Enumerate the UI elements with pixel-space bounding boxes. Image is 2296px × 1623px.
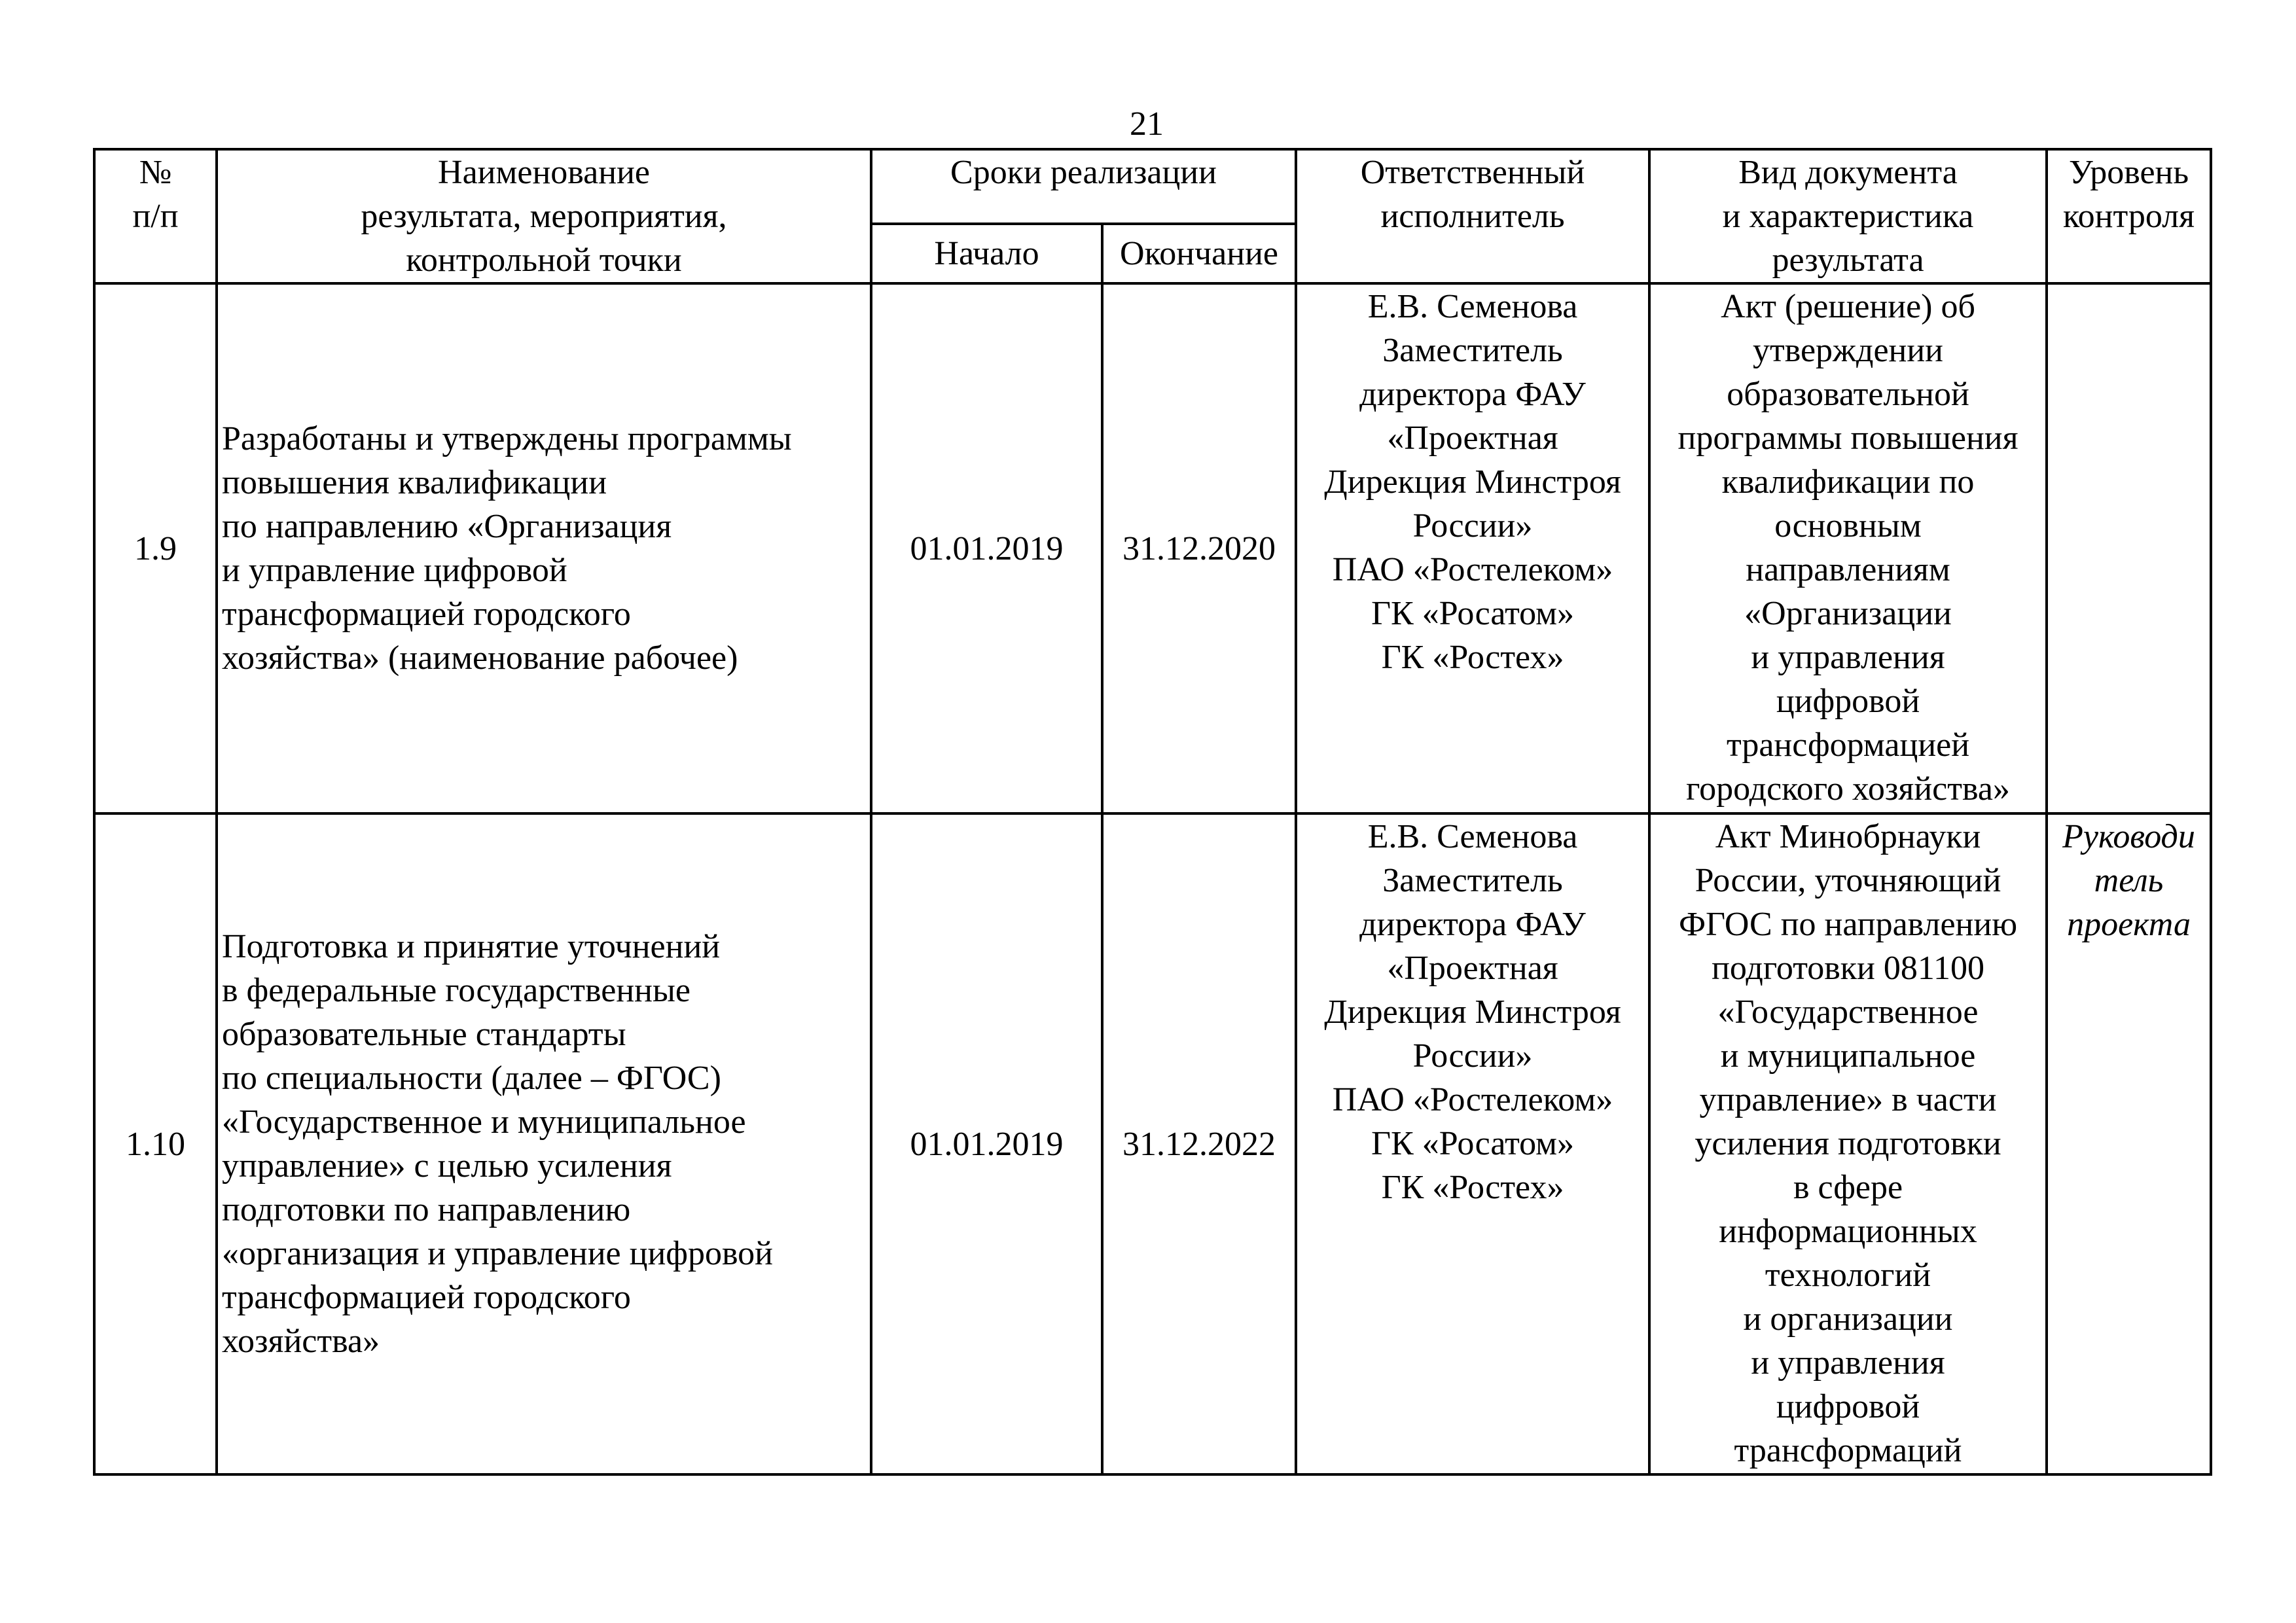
page-number: 21 — [1130, 105, 1164, 143]
plan-table — [93, 148, 2212, 1476]
header-end: Окончание — [1102, 224, 1296, 283]
row-control — [2047, 283, 2211, 813]
row-num: 1.10 — [94, 813, 217, 1474]
row-name: Подготовка и принятие уточнений в федеральные государственные образовательные стандарты по специальности (далее – ФГОС) «Государственное и муниципальное управление» с целью усиления подготовки по направлению «организация и управление цифровой трансформацией городского хозяйства» — [217, 813, 871, 1474]
header-num: № п/п — [94, 149, 217, 283]
table-row — [94, 813, 2211, 1474]
row-num: 1.9 — [94, 283, 217, 813]
header-start: Начало — [871, 224, 1102, 283]
row-end: 31.12.2020 — [1102, 283, 1296, 813]
header-doc: Вид документа и характеристика результата — [1649, 149, 2047, 283]
row-doc: Акт Минобрнауки России, уточняющий ФГОС по направлению подготовки 081100 «Государственное и муниципальное управление» в части усиления подготовки в сфере информационных технологий и организации и управления цифровой трансформаций — [1649, 813, 2047, 1474]
row-doc: Акт (решение) об утверждении образовательной программы повышения квалификации по основным направлениям «Организации и управления цифровой трансформацией городского хозяйства» — [1649, 283, 2047, 813]
table-row — [94, 283, 2211, 813]
row-executor: Е.В. Семенова Заместитель директора ФАУ «Проектная Дирекция Минстроя России» ПАО «Ростелеком» ГК «Росатом» ГК «Ростех» — [1296, 813, 1649, 1474]
row-name: Разработаны и утверждены программы повышения квалификации по направлению «Организация и управление цифровой трансформацией городского хозяйства» (наименование рабочее) — [217, 283, 871, 813]
row-control: Руководи тель проекта — [2047, 813, 2211, 1474]
row-end: 31.12.2022 — [1102, 813, 1296, 1474]
header-name: Наименование результата, мероприятия, контрольной точки — [217, 149, 871, 283]
header-executor: Ответственный исполнитель — [1296, 149, 1649, 283]
row-start: 01.01.2019 — [871, 283, 1102, 813]
header-control: Уровень контроля — [2047, 149, 2211, 283]
row-executor: Е.В. Семенова Заместитель директора ФАУ «Проектная Дирекция Минстроя России» ПАО «Ростелеком» ГК «Росатом» ГК «Ростех» — [1296, 283, 1649, 813]
header-timing: Сроки реализации — [871, 149, 1296, 224]
row-start: 01.01.2019 — [871, 813, 1102, 1474]
